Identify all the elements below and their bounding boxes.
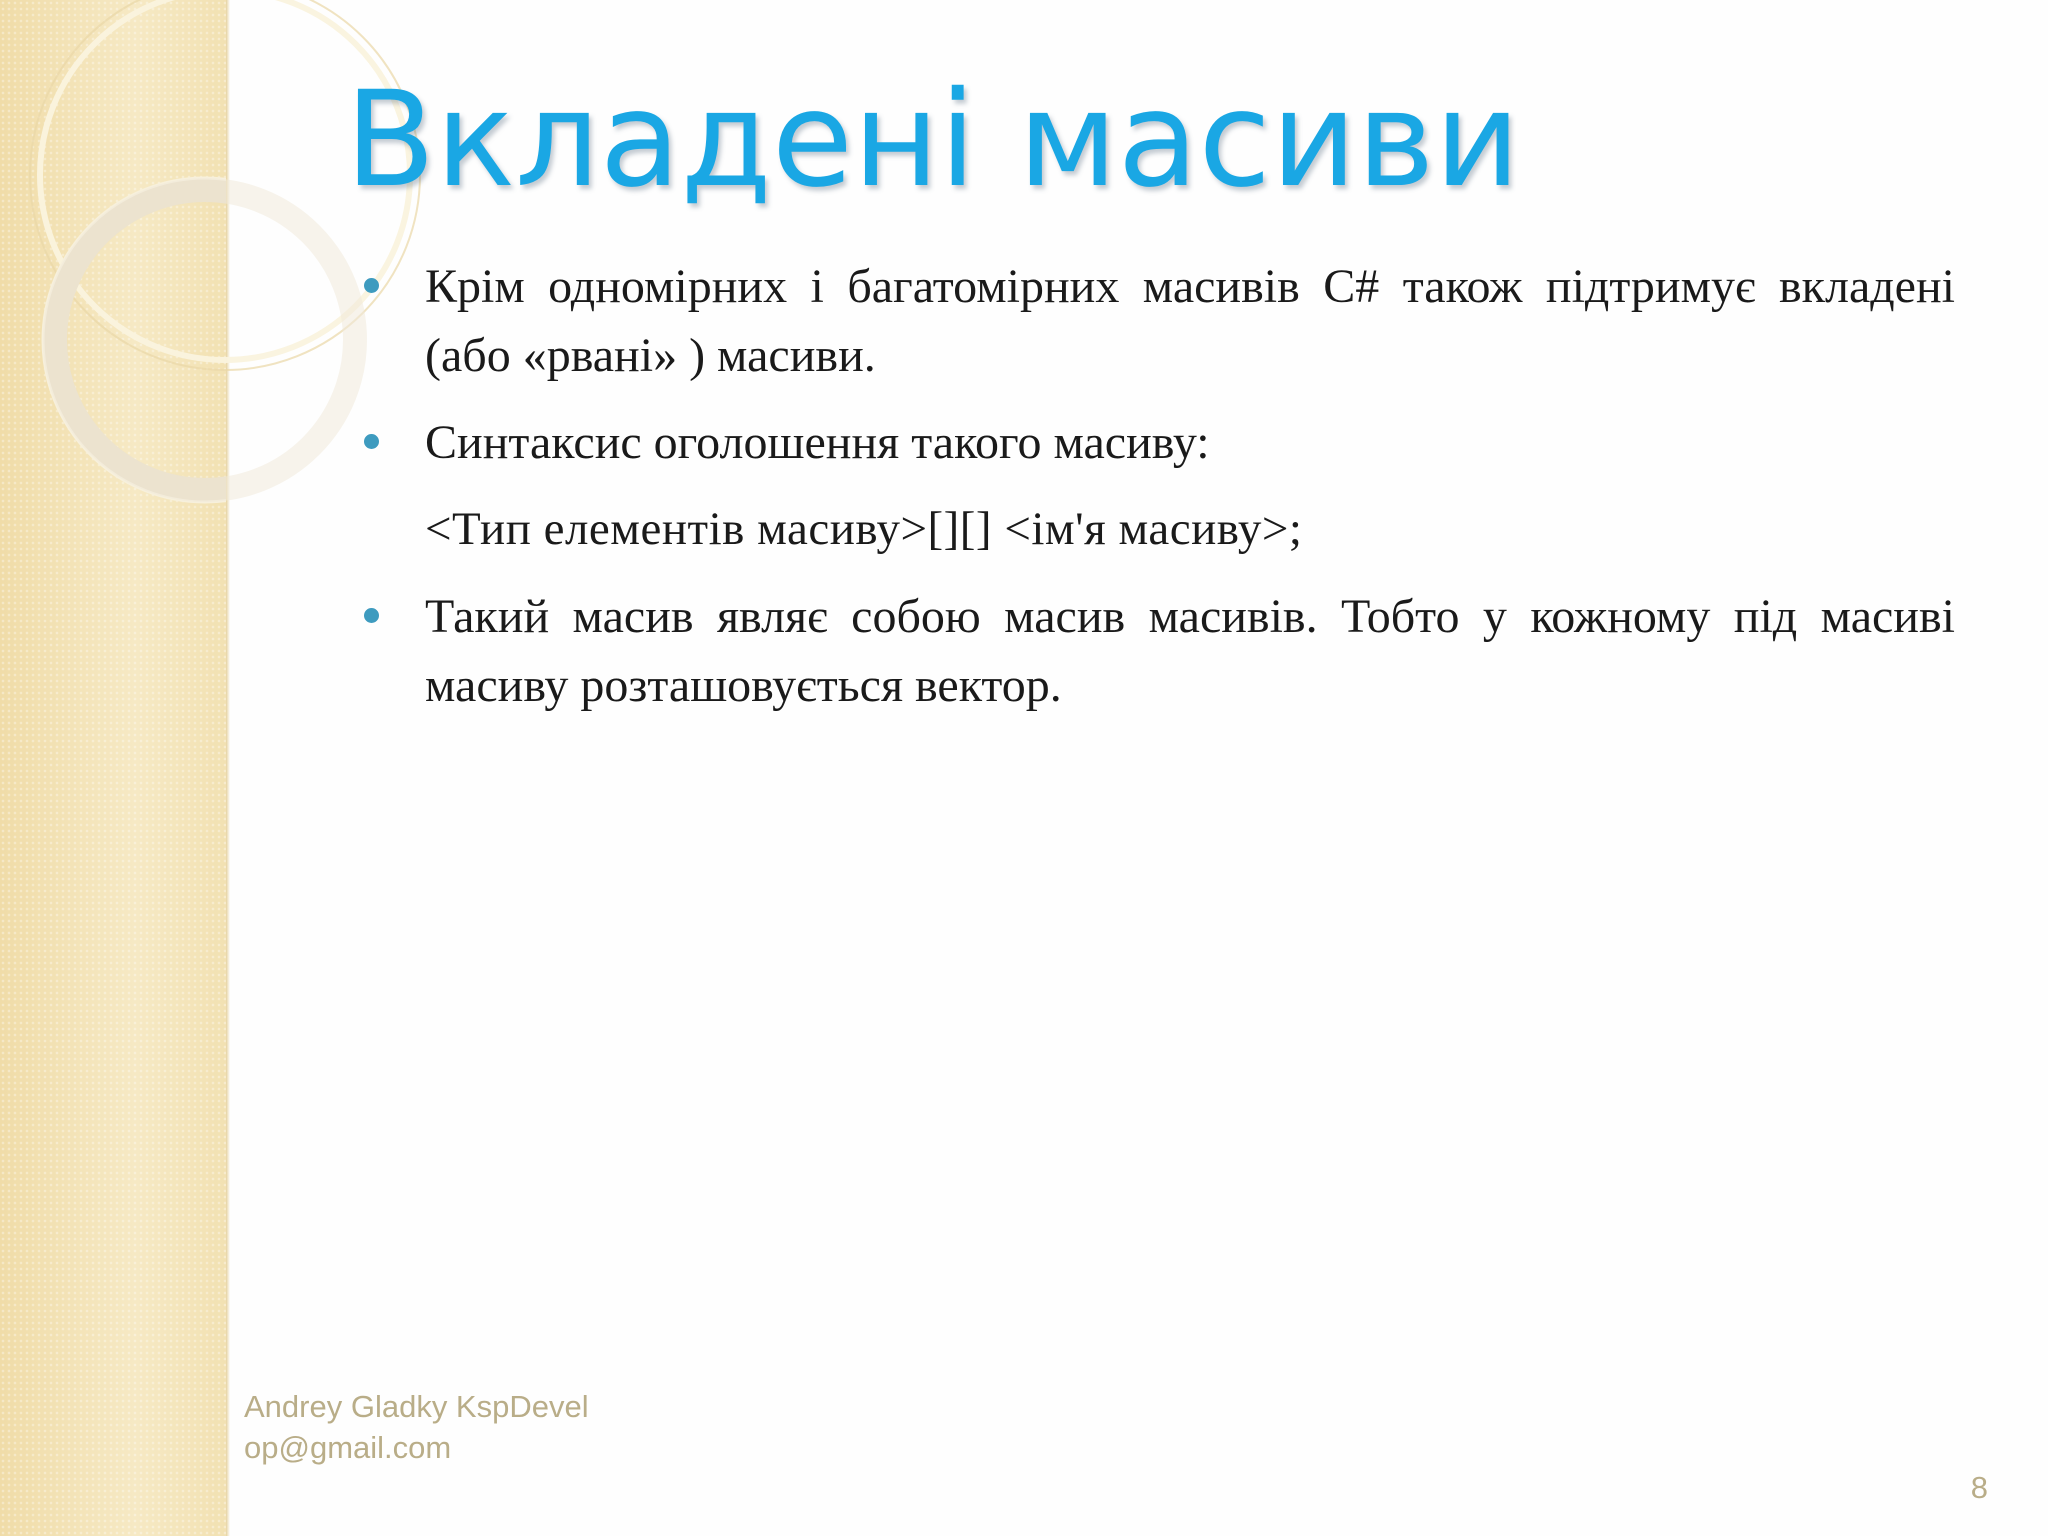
bullet-dot-icon [364, 278, 379, 293]
slide-content [355, 252, 1955, 738]
page-number: 8 [1970, 1470, 1988, 1505]
bullet-text: Синтаксис оголошення такого масиву: [425, 416, 1210, 469]
bullet-item [355, 582, 1955, 720]
bullet-item [355, 408, 1955, 477]
bullet-text: Такий масив являє собою масив масивів. Тобто у кожному під масиві масиву розташовується вектор. [425, 590, 1955, 712]
bullet-dot-icon [364, 608, 379, 623]
syntax-line: <Тип елементів масиву>[][] <ім'я масиву>; [425, 503, 1303, 555]
footer-author: Andrey Gladky KspDevelop@gmail.com [244, 1389, 589, 1465]
bullet-dot-icon [364, 434, 379, 449]
bullet-text: Крім одномірних і багатомірних масивів C# також підтримує вкладені (або «рвані» ) масиви. [425, 260, 1955, 382]
bullet-item [355, 252, 1955, 390]
slide-title: Вкладені масиви [345, 63, 1521, 217]
